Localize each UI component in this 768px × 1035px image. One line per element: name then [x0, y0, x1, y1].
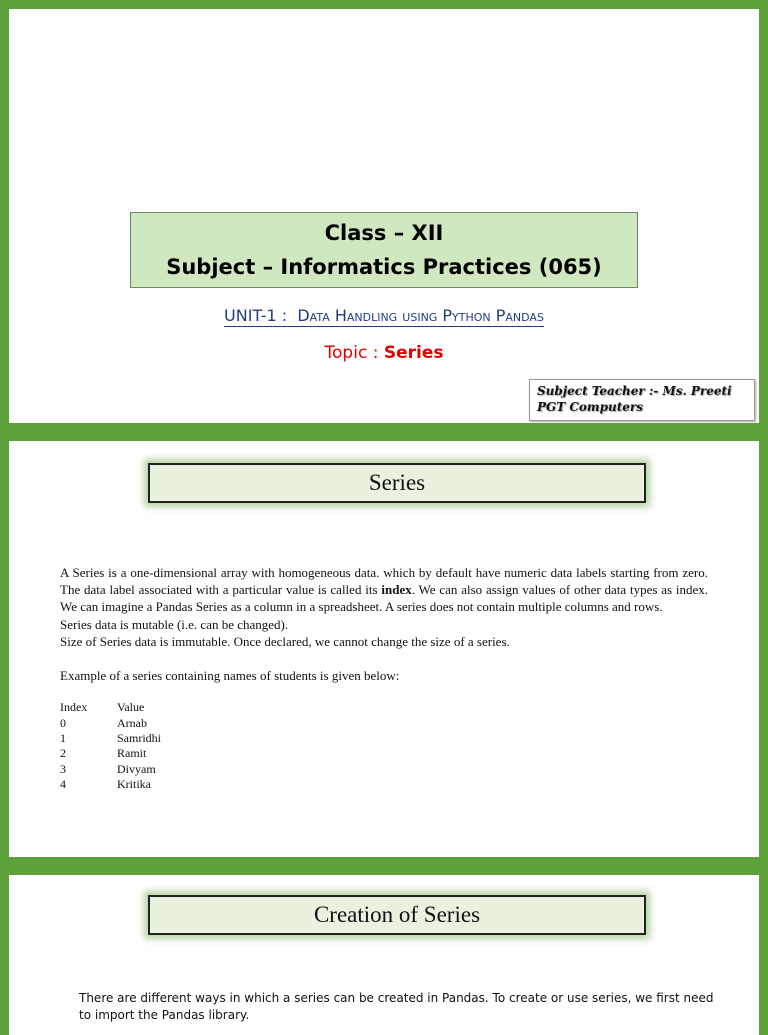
example-intro: Example of a series containing names of students is given below: — [60, 668, 400, 684]
unit-heading — [224, 306, 544, 327]
row-value: Arnab — [117, 715, 147, 730]
unit-title: Data Handling using Python Pandas — [297, 306, 544, 325]
row-index: 3 — [60, 761, 66, 776]
table-row — [60, 731, 161, 746]
series-definition — [60, 564, 708, 616]
mutable-line: Series data is mutable (i.e. can be changed). — [60, 616, 289, 632]
teacher-role: PGT Computers — [537, 400, 644, 414]
row-value: Ramit — [117, 746, 147, 761]
teacher-name: Subject Teacher :- Ms. Preeti — [537, 384, 732, 398]
title-box — [130, 212, 638, 288]
example-table — [60, 700, 161, 792]
row-value: Samridhi — [117, 731, 161, 746]
table-row — [60, 716, 161, 731]
slide-heading: Series — [148, 463, 646, 503]
row-value: Kritika — [117, 777, 151, 792]
row-index: 1 — [60, 731, 66, 746]
title-slide — [9, 9, 759, 423]
definition-text: A Series is a one-dimensional array with homogeneous data. which by default have numeric data labels starting from zero. The data label associated with a particular value is called its — [60, 565, 708, 598]
index-term: index — [381, 582, 412, 598]
creation-body: There are different ways in which a series can be created in Pandas. To create or use series, we first need to import the Pandas library. — [79, 991, 714, 1022]
table-header-row — [60, 700, 161, 715]
topic-label: Topic : — [324, 343, 379, 363]
row-index: 4 — [60, 777, 66, 792]
subject-title: Subject – Informatics Practices (065) — [166, 255, 602, 279]
row-value: Divyam — [117, 761, 156, 776]
series-slide — [9, 441, 759, 857]
teacher-box — [529, 379, 755, 421]
header-index: Index — [60, 700, 88, 715]
table-row — [60, 746, 161, 761]
definition-text-cont: . We can also assign values of other data types as index. We can imagine a Pandas Series as a column in a spreadsheet. A series does not contain multiple columns and rows. — [60, 582, 709, 615]
header-value: Value — [117, 700, 145, 715]
creation-slide — [9, 875, 759, 1035]
class-title: Class – XII — [324, 221, 444, 245]
table-row — [60, 777, 161, 792]
unit-prefix: UNIT-1 : — [224, 306, 288, 325]
topic-line — [9, 343, 759, 363]
row-index: 0 — [60, 715, 66, 730]
slide-heading: Creation of Series — [148, 895, 646, 935]
series-body — [60, 564, 708, 793]
topic-value: Series — [383, 343, 444, 363]
table-row — [60, 762, 161, 777]
immutable-line: Size of Series data is immutable. Once declared, we cannot change the size of a series. — [60, 633, 510, 649]
unit-line — [9, 306, 759, 325]
row-index: 2 — [60, 746, 66, 761]
